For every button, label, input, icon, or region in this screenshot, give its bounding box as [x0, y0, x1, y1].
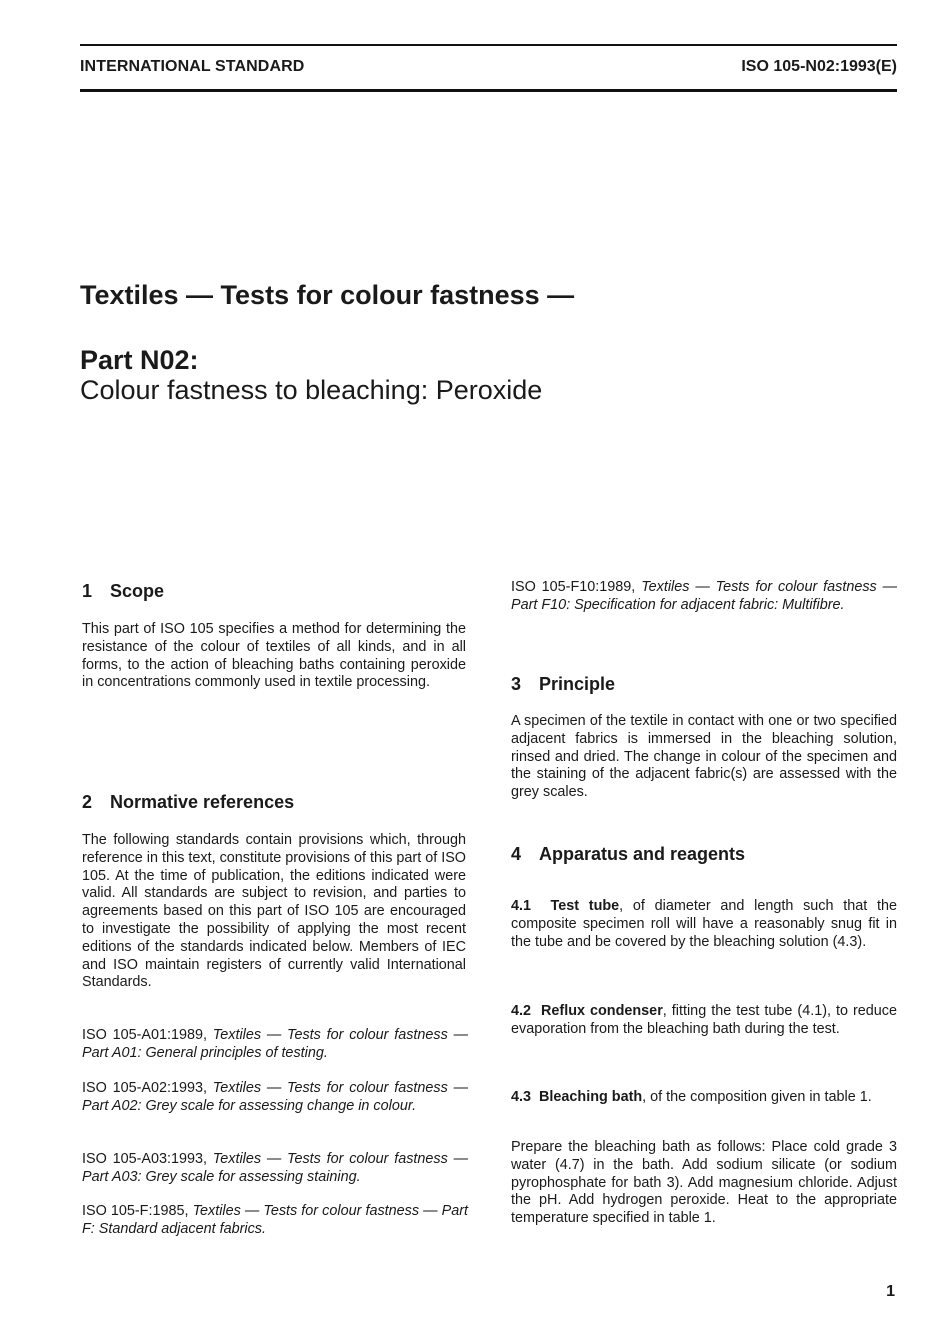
part-title: Part N02: — [80, 345, 199, 375]
scope-text: This part of ISO 105 specifies a method for determining the resistance of the colour of textiles of all kinds, and in all forms, to the action of bleaching baths containing peroxide in concentrations commonly used in textile processing. — [82, 621, 466, 691]
section-heading-normative: 2 Normative references — [82, 792, 295, 812]
page-number: 1 — [886, 1283, 895, 1300]
apparatus-item: 4.1 Test tube, of diameter and length such that the composite specimen roll will have a reasonably snug fit in the tube and be covered by the bleaching solution (4.3). — [511, 898, 898, 950]
section-heading-scope: 1 Scope — [82, 581, 165, 601]
header-top-rule — [80, 44, 897, 46]
document-type-label: INTERNATIONAL STANDARD — [80, 58, 305, 75]
normative-text: The following standards contain provisions which, through reference in this text, constitute provisions of this part of ISO 105. At the time of publication, the editions indicated were valid. All standards are subject to revision, and parties to agreements based on this part of ISO 105 are encouraged to investigate the possibility of applying the most recent editions of the standards indicated below. Members of IEC and ISO maintain registers of currently valid International Standards. — [82, 832, 466, 991]
reference-item: ISO 105-F10:1989, Textiles — Tests for colour fastness — Part F10: Specification for adjacent fabric: Multifibre. — [511, 579, 897, 613]
reference-item: ISO 105-F:1985, Textiles — Tests for colour fastness — Part F: Standard adjacent fabrics. — [82, 1203, 468, 1237]
part-subtitle: Colour fastness to bleaching: Peroxide — [80, 375, 543, 405]
section-heading-apparatus: 4 Apparatus and reagents — [511, 844, 746, 864]
section-heading-principle: 3 Principle — [511, 674, 616, 694]
bath-preparation-text: Prepare the bleaching bath as follows: Place cold grade 3 water (4.7) in the bath. Add sodium silicate (or sodium pyrophosphate for bath 3). Add magnesium chloride. Adjust the pH. Add hydrogen peroxide. Heat to the appropriate temperature specified in table 1. — [511, 1139, 897, 1227]
principle-text: A specimen of the textile in contact with one or two specified adjacent fabrics is immersed in the bleaching solution, rinsed and dried. The change in colour of the specimen and the staining of the adjacent fabric(s) are assessed with the grey scales. — [511, 713, 897, 801]
header-bottom-rule — [80, 89, 897, 92]
reference-item: ISO 105-A03:1993, Textiles — Tests for colour fastness — Part A03: Grey scale for assessing staining. — [82, 1151, 468, 1185]
reference-item: ISO 105-A01:1989, Textiles — Tests for colour fastness — Part A01: General principles of testing. — [82, 1027, 468, 1061]
apparatus-item: 4.3 Bleaching bath, of the composition given in table 1. — [511, 1089, 872, 1105]
apparatus-item: 4.2 Reflux condenser, fitting the test tube (4.1), to reduce evaporation from the bleaching bath during the test. — [511, 1003, 897, 1037]
standard-number: ISO 105-N02:1993(E) — [741, 58, 897, 75]
reference-item: ISO 105-A02:1993, Textiles — Tests for colour fastness — Part A02: Grey scale for assessing change in colour. — [82, 1080, 468, 1114]
document-title: Textiles — Tests for colour fastness — — [80, 280, 575, 310]
